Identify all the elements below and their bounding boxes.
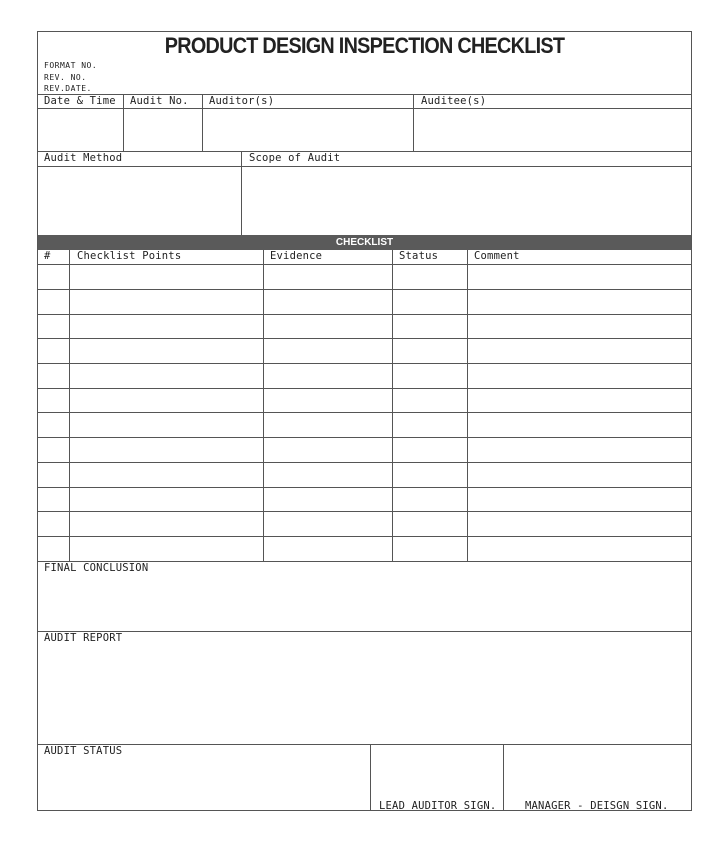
scope-label: Scope of Audit <box>249 152 341 164</box>
auditor-label: Auditor(s) <box>209 95 275 107</box>
audit-no-label: Audit No. <box>130 95 189 107</box>
table-row[interactable] <box>38 537 692 561</box>
rev-no-label: REV. NO. <box>44 73 87 82</box>
table-row[interactable] <box>38 265 692 289</box>
final-conclusion-label: FINAL CONCLUSION <box>44 562 149 574</box>
scope-field[interactable] <box>242 167 692 235</box>
manager-sign-label: MANAGER - DEISGN SIGN. <box>525 800 669 812</box>
divider <box>38 151 691 152</box>
audit-method-label: Audit Method <box>44 152 123 164</box>
audit-status-label: AUDIT STATUS <box>44 745 123 757</box>
col-evidence-header: Evidence <box>270 250 323 262</box>
audit-report-field[interactable] <box>38 647 692 744</box>
table-row[interactable] <box>38 488 692 511</box>
form-title: PRODUCT DESIGN INSPECTION CHECKLIST <box>164 33 565 58</box>
date-time-label: Date & Time <box>44 95 116 107</box>
col-number-header: # <box>44 250 51 262</box>
manager-signature-field[interactable] <box>504 745 692 797</box>
table-row[interactable] <box>38 512 692 536</box>
date-time-field[interactable] <box>38 109 123 151</box>
col-comment-header: Comment <box>474 250 520 262</box>
auditor-field[interactable] <box>203 109 413 151</box>
table-row[interactable] <box>38 290 692 314</box>
lead-auditor-sign-label: LEAD AUDITOR SIGN. <box>379 800 497 812</box>
table-row[interactable] <box>38 438 692 462</box>
table-row[interactable] <box>38 315 692 338</box>
audit-no-field[interactable] <box>124 109 202 151</box>
table-row[interactable] <box>38 339 692 363</box>
audit-method-field[interactable] <box>38 167 241 235</box>
inspection-checklist-form <box>37 31 692 811</box>
auditee-field[interactable] <box>414 109 692 151</box>
format-no-label: FORMAT NO. <box>44 61 98 70</box>
auditee-label: Auditee(s) <box>421 95 487 107</box>
table-row[interactable] <box>38 364 692 388</box>
rev-date-label: REV.DATE. <box>44 84 92 93</box>
final-conclusion-field[interactable] <box>38 577 692 631</box>
audit-report-label: AUDIT REPORT <box>44 632 123 644</box>
col-status-header: Status <box>399 250 439 262</box>
table-row[interactable] <box>38 389 692 412</box>
table-row[interactable] <box>38 463 692 487</box>
checklist-section-bar: CHECKLIST <box>38 235 691 250</box>
lead-auditor-signature-field[interactable] <box>371 745 503 797</box>
col-checklist-points-header: Checklist Points <box>77 250 182 262</box>
audit-status-field[interactable] <box>38 760 370 810</box>
divider <box>38 631 691 632</box>
table-row[interactable] <box>38 413 692 437</box>
